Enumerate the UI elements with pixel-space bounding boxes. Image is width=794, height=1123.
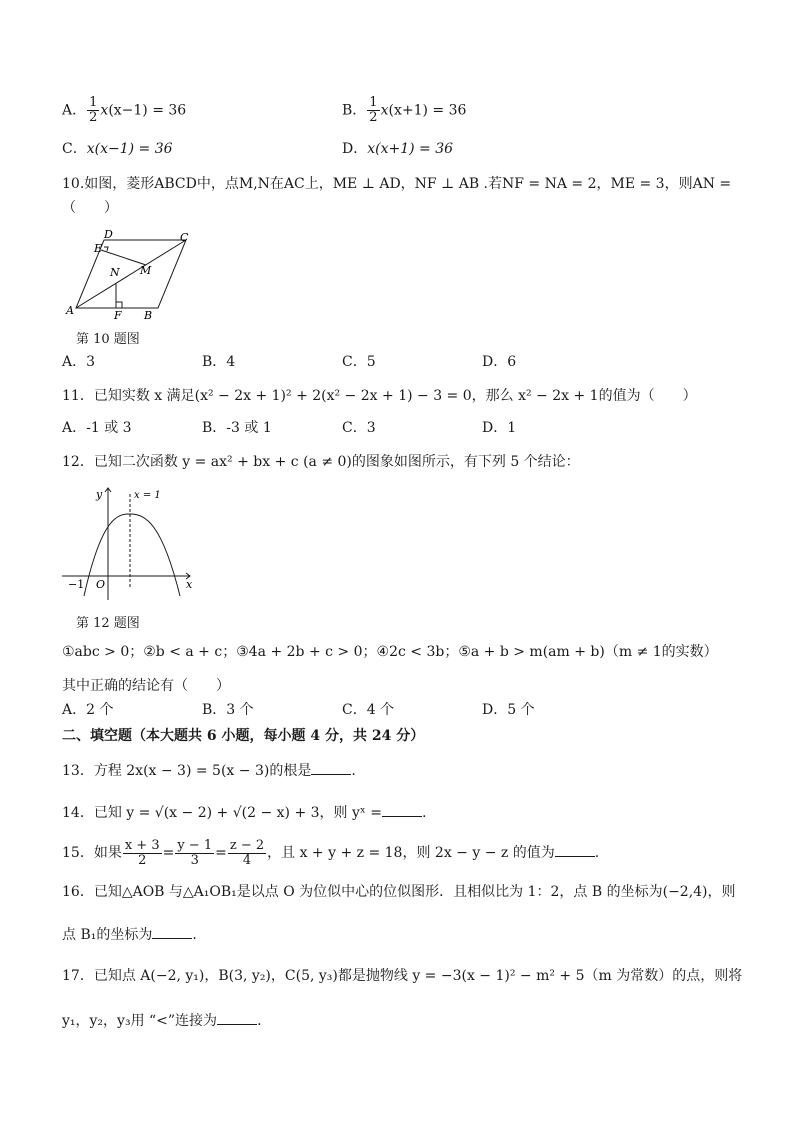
q14-line: 14．已知 y = √(x − 2) + √(2 − x) + 3，则 yˣ = .: [62, 802, 426, 823]
label-x: x: [186, 578, 193, 591]
q11-option-c: C．3: [342, 420, 376, 436]
q9-option-b: B． $\frac{1}{2}$ x(x+1) = 36: [342, 95, 467, 125]
q10-text: 10.如图，菱形ABCD中，点M,N在AC上，ME ⊥ AD，NF ⊥ AB .若NF = NA = 2，ME = 3，则AN =: [62, 176, 732, 192]
q14-answer-blank[interactable]: [382, 802, 422, 817]
q13-answer-blank[interactable]: [311, 760, 351, 775]
right-angle-e: [104, 247, 108, 251]
q9-option-d: D．x(x+1) = 36: [342, 141, 454, 157]
q13-text: 13．方程 2x(x − 3) = 5(x − 3)的根是: [62, 763, 312, 779]
label-f: F: [114, 309, 122, 320]
section2-title: 二、填空题（本大题共 6 小题，每小题 4 分，共 24 分）: [62, 728, 425, 744]
q11-option-b: B．-3 或 1: [202, 420, 272, 436]
q15-fraction-1: $\frac{x + 3}{2}$: [124, 837, 160, 868]
q10-figure: [62, 228, 202, 320]
q13-line: 13．方程 2x(x − 3) = 5(x − 3)的根是 .: [62, 760, 356, 781]
fraction-half: $\frac{1}{2}$: [89, 95, 98, 125]
label-m: M: [140, 264, 152, 277]
q10-option-b: B．4: [202, 354, 236, 370]
q9-option-c: C．x(x−1) = 36: [62, 141, 173, 157]
q17-line1: 17．已知点 A(−2, y₁)，B(3, y₂)，C(5, y₃)都是抛物线 y = −3(x − 1)² − m² + 5（m 为常数）的点，则将: [62, 968, 743, 984]
label-a: A: [66, 304, 74, 317]
label-neg1: −1: [68, 578, 85, 591]
q17-line2: y₁，y₂，y₃用 “<”连接为 .: [62, 1010, 262, 1031]
q12-option-d: D．5 个: [482, 702, 535, 718]
q10-paren: （ ）: [62, 200, 118, 216]
q12-figure: [62, 484, 194, 602]
q15-line: 15．如果 $\frac{x + 3}{2}$ = $\frac{y - 1}{3}$ = $\frac{z - 2}{4}$ ，且 x + y + z = 18，则 2x − y − z 的值为 .: [62, 837, 600, 868]
label-y: y: [96, 488, 103, 501]
q12-option-b: B．3 个: [202, 702, 254, 718]
q15-answer-blank[interactable]: [555, 842, 595, 857]
label-c: C: [180, 231, 189, 244]
q10-option-a: A．3: [62, 354, 96, 370]
q10-option-d: D．6: [482, 354, 517, 370]
q12-caption: 第 12 题图: [76, 616, 140, 631]
q12-statements: ①abc > 0；②b < a + c；③4a + 2b + c > 0；④2c < 3b；⑤a + b > m(am + b)（m ≠ 1的实数）: [62, 644, 718, 660]
label-axis: x = 1: [134, 490, 161, 501]
q10-caption: 第 10 题图: [76, 332, 140, 347]
q10-option-c: C．5: [342, 354, 376, 370]
q11-option-a: A．-1 或 3: [62, 420, 132, 436]
q11-text: 11．已知实数 x 满足(x² − 2x + 1)² + 2(x² − 2x + 1) − 3 = 0，那么 x² − 2x + 1的值为（ ）: [62, 388, 697, 404]
q16-answer-blank[interactable]: [152, 924, 192, 939]
q15-fraction-2: $\frac{y - 1}{3}$: [177, 837, 213, 868]
right-angle-f: [116, 302, 122, 308]
q15-fraction-3: $\frac{z - 2}{4}$: [229, 837, 265, 868]
segment-me: [101, 250, 146, 265]
q16-line2: 点 B₁的坐标为 .: [62, 924, 197, 945]
label-n: N: [110, 266, 120, 279]
label-d: D: [104, 228, 113, 241]
diagonal-ac: [76, 240, 186, 308]
fraction-half: $\frac{1}{2}$: [369, 95, 378, 125]
label-e: E: [94, 242, 103, 255]
q11-option-d: D．1: [482, 420, 517, 436]
q12-option-c: C．4 个: [342, 702, 395, 718]
q17-answer-blank[interactable]: [217, 1010, 257, 1025]
label-origin: O: [96, 578, 106, 591]
q16-line1: 16．已知△AOB 与△A₁OB₁是以点 O 为位似中心的位似图形．且相似比为 1：2，点 B 的坐标为(−2,4)，则: [62, 884, 736, 900]
q9-option-a: A． $\frac{1}{2}$ x(x−1) = 36: [62, 95, 187, 125]
q14-text: 14．已知 y = √(x − 2) + √(2 − x) + 3，则 yˣ =: [62, 805, 383, 821]
q12-option-a: A．2 个: [62, 702, 114, 718]
q12-text: 12．已知二次函数 y = ax² + bx + c (a ≠ 0)的图象如图所示，有下列 5 个结论：: [62, 454, 580, 470]
q12-question: 其中正确的结论有（ ）: [62, 678, 230, 694]
label-b: B: [144, 309, 153, 320]
